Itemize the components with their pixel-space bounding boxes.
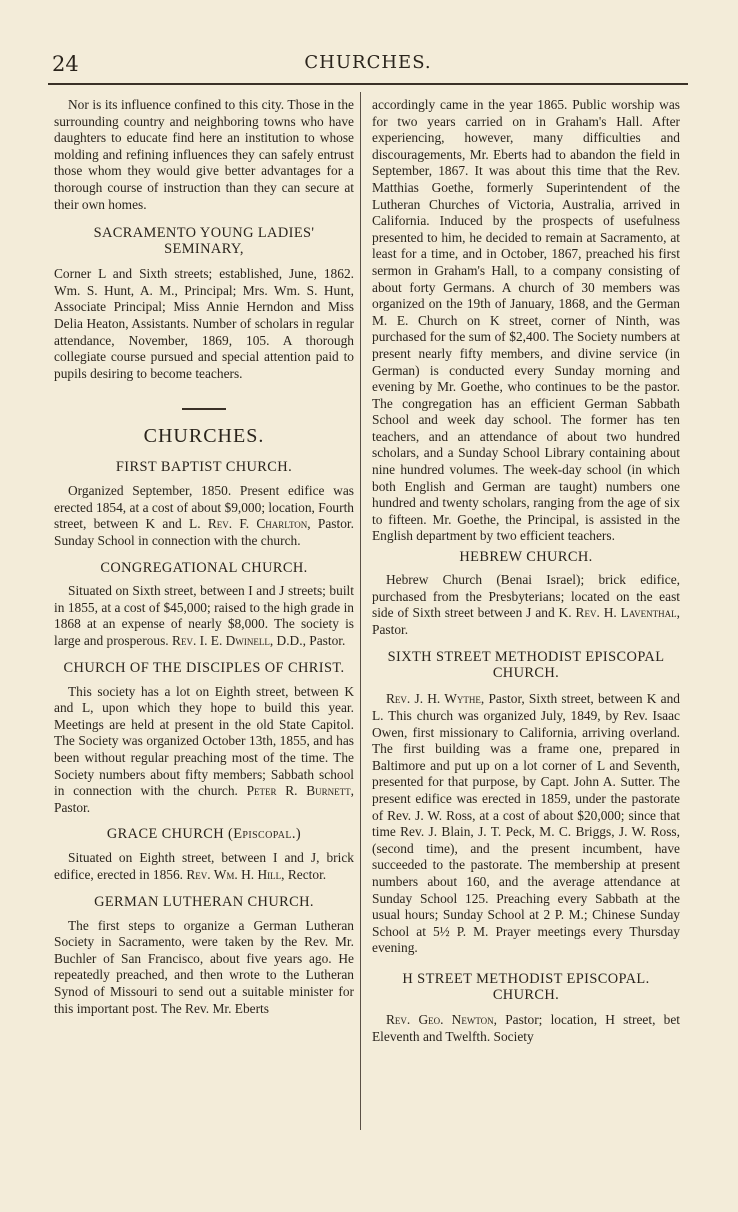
heading-hebrew: HEBREW CHURCH.: [459, 549, 593, 566]
right-column: [372, 97, 680, 1045]
header-rule: [48, 83, 688, 85]
pastor-name: Rev. F. Charlton,: [207, 516, 311, 532]
paragraph-first-baptist: Organized September, 1850. Present edifice was erected 1854, at a cost of about $9,000; location, Fourth street, between K and L. Rev. F. Charlton, Pastor. Sunday School in connection with the church.: [54, 482, 354, 548]
pastor-name: Rev. Geo. Newton,: [386, 1011, 498, 1027]
pastor-name: Peter R. Burnett,: [246, 783, 354, 799]
heading-sixth-street: SIXTH STREET METHODIST EPISCOPAL CHURCH.: [387, 649, 665, 682]
heading-seminary: SACRAMENTO YOUNG LADIES' SEMINARY,: [93, 225, 315, 258]
paragraph-congregational: Situated on Sixth street, between I and J streets; built in 1855, at a cost of $45,000; raised to the high grade in 1868 at an expense of nearly $8,000. The society is large and prosperous. Rev. I. E. Dwinell, D.D., Pastor.: [54, 583, 354, 649]
paragraph-disciples: This society has a lot on Eighth street, between K and L, upon which they hope to build this year. Meetings are held at present in the old State Capitol. The Society was organized October 13th, 1855, and has been without regular preaching most of the time. The Society numbers about fifty members; Sabbath school in connection with the church. Peter R. Burnett, Pastor.: [54, 683, 354, 815]
paragraph-seminary-intro: Nor is its influence confined to this city. Those in the surrounding country and neighboring towns who have daughters to educate find here an institution to whose molding and refining influences they can safely entrust those whom they would give better advantages for a thorough course of instruction than they can secure at their own homes.: [54, 97, 354, 212]
section-rule: [182, 408, 226, 410]
pastor-name: Rev. H. Laventhal,: [575, 605, 680, 621]
page-number: 24: [52, 52, 79, 76]
paragraph-lutheran-continued: accordingly came in the year 1865. Public worship was for two years carried on in Graham's Hall. After experiencing, however, many difficulties and discouragements, Mr. Eberts had to abandon the field in September, 1867. It was about this time that the Rev. Matthias Goethe, formerly Superintendent of the Lutheran Churches of Victoria, Australia, arrived in California. Induced by the prospects of usefulness presented to him, he decided to remain at Sacramento, at least for a time, and in October, 1867, preached his first sermon in Graham's Hall, to a company consisting of about forty Germans. A church of 30 members was organized on the 19th of January, 1868, and the German M. E. Church on K street, corner of Ninth, was purchased for the sum of $2,400. The Society numbers at present nearly fifty members, and divine service (in German) is conducted every Sunday morning and evening by Mr. Goethe, who continues to be the pastor. The congregation has an efficient German Sabbath School and week day school. The former has ten teachers, and an attendance of about two hundred scholars, and a Sunday School Library containing about nine hundred volumes. The week-day school (in which both English and German are taught) numbers one hundred and twenty scholars, ranging from the age of six to fifteen. Mr. Goethe, the Principal, is assisted in the English department by two efficient teachers.: [372, 97, 680, 544]
left-column: [54, 97, 354, 1017]
paragraph-hebrew: Hebrew Church (Benai Israel); brick edifice, purchased from the Presbyterians; located on the east side of Sixth street between J and K. Rev. H. Laventhal, Pastor.: [372, 572, 680, 637]
paragraph-sixth-street: Rev. J. H. Wythe, Pastor, Sixth street, between K and L. This church was organized July, 1849, by Rev. Isaac Owen, first missionary to California, arriving overland. The first building was a frame one, prepared in Baltimore and put up on a lot corner of L and Seventh, presented for that purpose, by Capt. John A. Sutter. The present edifice was erected in 1859, under the pastorate of Rev. J. W. Ross, at a cost of about $20,000; since that time Rev. J. Blain, J. T. Peck, M. C. Briggs, J. W. Ross, (second time), and the present incumbent, have succeeded to the pastorate. The membership at present numbers about 160, and the average attendance at Sunday School 125. Preaching every Sabbath at the usual hours; Sunday School at 2 P. M.; Chinese Sunday School at 5½ P. M. Prayer meetings every Thursday evening.: [372, 691, 680, 956]
paragraph-german-lutheran: The first steps to organize a German Lutheran Society in Sacramento, were taken by the Rev. Mr. Buchler of San Francisco, about five years ago. He repeatedly preached, and then wrote to the Lutheran Synod of Missouri to send out a suitable minister for this important post. The Rev. Mr. Eberts: [54, 917, 354, 1016]
pastor-name: Rev. I. E. Dwinell, D.D.,: [172, 633, 306, 649]
running-title: CHURCHES.: [304, 52, 432, 73]
heading-grace: GRACE CHURCH (Episcopal.): [106, 826, 302, 843]
heading-congregational: CONGREGATIONAL CHURCH.: [100, 560, 308, 577]
heading-german-lutheran: GERMAN LUTHERAN CHURCH.: [94, 893, 314, 910]
heading-first-baptist: FIRST BAPTIST CHURCH.: [115, 458, 293, 475]
heading-h-street: H STREET METHODIST EPISCOPAL. CHURCH.: [402, 970, 650, 1003]
page-header: [48, 50, 688, 80]
paragraph-grace: Situated on Eighth street, between I and J, brick edifice, erected in 1856. Rev. Wm. H. Hill, Rector.: [54, 850, 354, 882]
rector-name: Rev. Wm. H. Hill,: [186, 867, 285, 882]
pastor-name: Rev. J. H. Wythe,: [386, 691, 485, 707]
heading-disciples: CHURCH OF THE DISCIPLES OF CHRIST.: [63, 659, 345, 676]
section-title-churches: CHURCHES.: [143, 425, 265, 448]
paragraph-h-street: Rev. Geo. Newton, Pastor; location, H street, bet Eleventh and Twelfth. Society: [372, 1011, 680, 1044]
paragraph-seminary: Corner L and Sixth streets; established, June, 1862. Wm. S. Hunt, A. M., Principal; Mrs. Wm. S. Hunt, Associate Principal; Miss Annie Herndon and Miss Delia Heaton, Assistants. Number of scholars in regular attendance, November, 1869, 105. A thorough collegiate course pursued and special attention paid to pupils desiring to become teachers.: [54, 266, 354, 381]
column-divider: [360, 92, 361, 1130]
